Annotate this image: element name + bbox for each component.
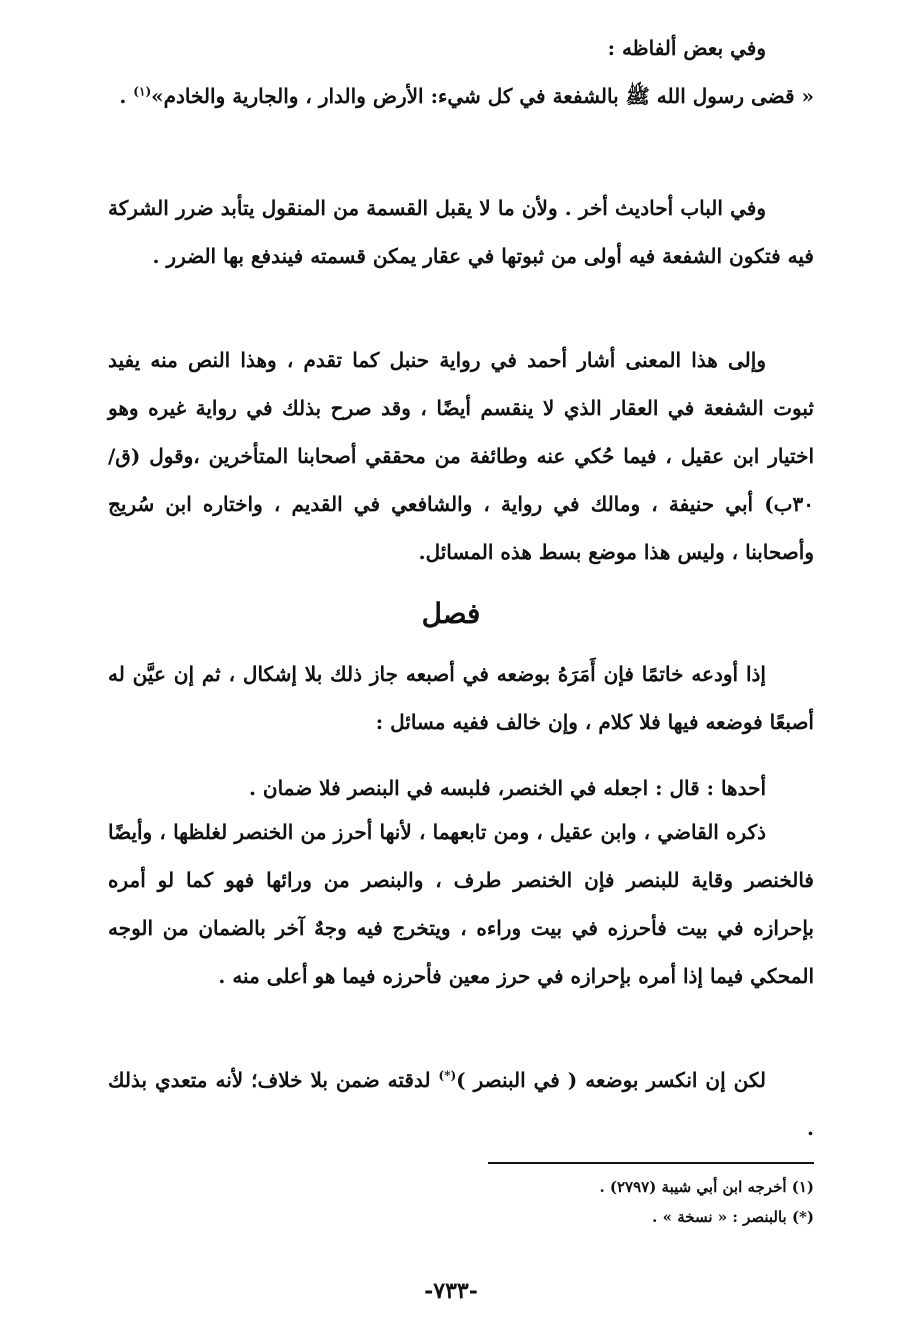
section-body bbox=[108, 650, 814, 812]
broken-text-start: لكن إن انكسر بوضعه ( في البنصر ) bbox=[456, 1068, 766, 1092]
intro-block bbox=[108, 24, 814, 120]
paragraph-intro: وفي بعض ألفاظه : bbox=[607, 36, 766, 60]
paragraph-hadith bbox=[108, 72, 814, 120]
paragraph-qadi: ذكره القاضي ، وابن عقيل ، ومن تابعهما ، لأنها أحرز من الخنصر لغلظها ، وأيضًا فالخنصر وقاية للبنصر فإن الخنصر طرف ، والبنصر من ورائها فهو كما لو أمره بإحرازه في بيت فأحرزه في بيت وراءه ، ويتخرج فيه وجهٌ آخر بالضمان من الوجه المحكي فيما إذا أمره بإحرازه في حرز معين فأحرزه فيما هو أعلى منه . bbox=[108, 820, 814, 988]
paragraph-broken bbox=[108, 1056, 814, 1152]
footnotes bbox=[108, 1172, 814, 1232]
footnote-divider bbox=[488, 1162, 814, 1164]
footnote-1: (١) أخرجه ابن أبي شيبة (٢٧٩٧) . bbox=[599, 1178, 814, 1196]
paragraph-ring: إذا أودعه خاتمًا فإن أَمَرَهُ بوضعه في أصبعه جاز ذلك بلا إشكال ، ثم إن عيَّن له أصبعًا فوضعه فيها فلا كلام ، وإن خالف ففيه مسائل : bbox=[108, 662, 814, 734]
broken-text-end: لدقته ضمن بلا خلاف؛ لأنه متعدي بذلك . bbox=[108, 1068, 814, 1140]
footnote-ref-1: (١) bbox=[133, 84, 152, 99]
paragraph-hadiths: وفي الباب أحاديث أخر . ولأن ما لا يقبل القسمة من المنقول يتأبد ضرر الشركة فيه فتكون الشفعة فيه أولى من ثبوتها في عقار يمكن قسمته فيندفع بها الضرر . bbox=[108, 196, 814, 268]
page-number: -٧٣٣- bbox=[424, 1278, 478, 1304]
hadith-end: . bbox=[119, 84, 134, 108]
hadith-text: « قضى رسول الله ﷺ بالشفعة في كل شيء: الأرض والدار ، والجارية والخادم» bbox=[151, 84, 814, 108]
section-heading: فصل bbox=[421, 597, 481, 630]
footnote-ref-star: (*) bbox=[438, 1068, 457, 1083]
paragraph-ahmad: وإلى هذا المعنى أشار أحمد في رواية حنبل كما تقدم ، وهذا النص منه يفيد ثبوت الشفعة في العقار الذي لا ينقسم أيضًا ، وقد صرح بذلك في رواية غيره وهو اختيار ابن عقيل ، فيما حُكي عنه وطائفة من محققي أصحابنا المتأخرين ،وقول (ق/ ٣٠ب) أبي حنيفة ، ومالك في رواية ، والشافعي في القديم ، واختاره ابن سُريج وأصحابنا ، وليس هذا موضع بسط هذه المسائل. bbox=[108, 348, 814, 564]
footnote-star: (*) بالبنصر : « نسخة » . bbox=[652, 1208, 814, 1226]
paragraph-first-issue: أحدها : قال : اجعله في الخنصر، فلبسه في البنصر فلا ضمان . bbox=[248, 776, 766, 800]
